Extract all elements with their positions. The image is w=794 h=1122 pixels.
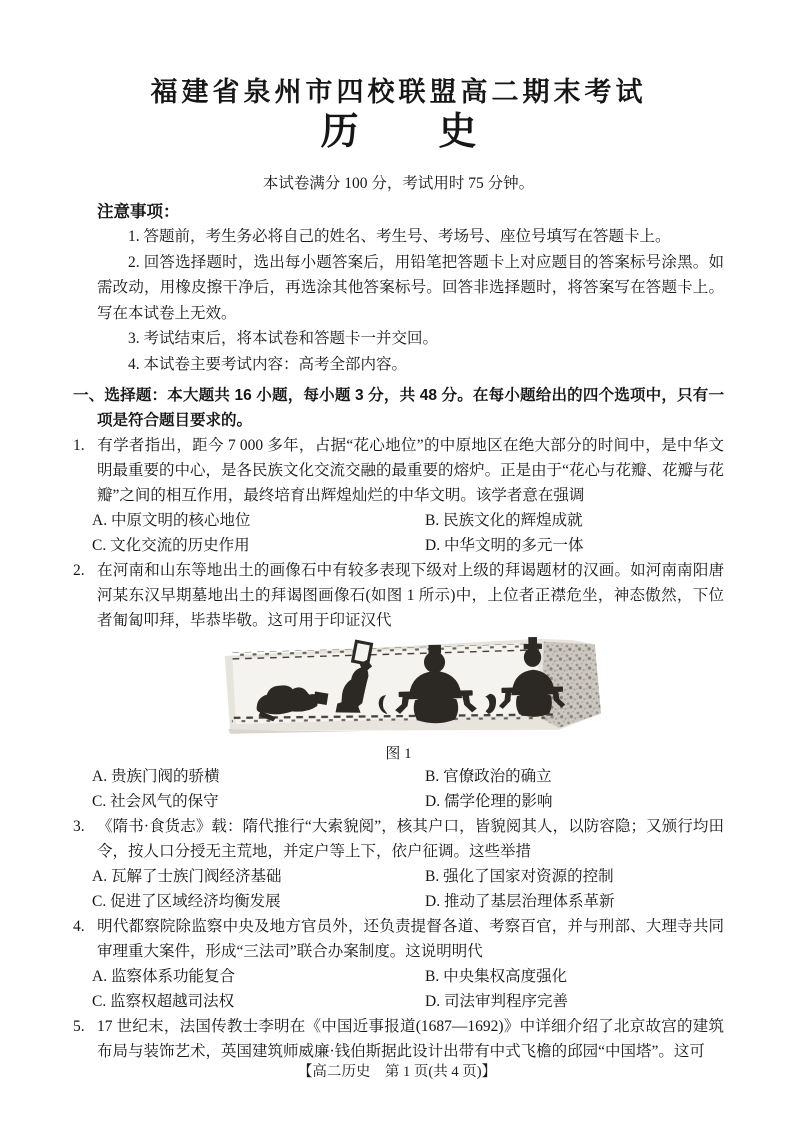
question-4-option-a: A. 监察体系功能复合 <box>92 968 235 985</box>
question-2-number: 2. <box>73 562 85 579</box>
notice-heading: 注意事项： <box>97 203 180 221</box>
question-3-option-c: C. 促进了区域经济均衡发展 <box>92 893 281 910</box>
question-3-option-d: D. 推动了基层治理体系革新 <box>425 893 615 910</box>
question-3 <box>73 814 724 914</box>
question-3-stem <box>73 814 724 864</box>
question-1-stem <box>73 433 724 508</box>
notice-item-4: 4. 本试卷主要考试内容：高考全部内容。 <box>128 355 408 373</box>
exam-info: 本试卷满分 100 分，考试用时 75 分钟。 <box>262 175 535 192</box>
notice-section <box>97 200 724 377</box>
stone-relief-image <box>217 633 603 741</box>
notice-item-2: 2. 回答选择题时，选出每小题答案后，用铅笔把答题卡上对应题目的答案标号涂黑。如需改动，用橡皮擦干净后，再选涂其他答案标号。回答非选择题时，将答案写在答题卡上。写在本试卷上无效。 <box>97 253 724 322</box>
question-4-text: 明代都察院除监察中央及地方官员外，还负责提督各道、考察百官，并与刑部、大理寺共同审理重大案件，形成“三法司”联合办案制度。这说明明代 <box>97 918 724 960</box>
question-5 <box>73 1014 724 1064</box>
question-2-options <box>92 764 724 814</box>
figure-1-caption: 图 1 <box>385 746 412 762</box>
exam-title: 福建省泉州市四校联盟高二期末考试 <box>150 77 647 107</box>
question-2-option-b: B. 官僚政治的确立 <box>425 768 552 785</box>
question-1-option-b: B. 民族文化的辉煌成就 <box>425 512 583 529</box>
section-heading: 一、选择题：本大题共 16 小题，每小题 3 分，共 48 分。在每小题给出的四个选项中，只有一项是符合题目要求的。 <box>73 387 724 429</box>
question-2-option-d: D. 儒学伦理的影响 <box>425 793 553 810</box>
question-2-option-a: A. 贵族门阀的骄横 <box>92 768 220 785</box>
question-4-options <box>92 964 724 1014</box>
figure-1-block <box>73 637 724 764</box>
question-1-option-c: C. 文化交流的历史作用 <box>92 537 250 554</box>
question-3-number: 3. <box>73 818 85 835</box>
question-3-options <box>92 864 724 914</box>
page-footer: 【高二历史 第 1 页(共 4 页)】 <box>297 1064 497 1080</box>
question-1 <box>73 433 724 558</box>
question-3-option-a: A. 瓦解了士族门阀经济基础 <box>92 868 282 885</box>
notice-item-3: 3. 考试结束后，将本试卷和答题卡一并交回。 <box>128 330 439 347</box>
question-3-text: 《隋书·食货志》载：隋代推行“大索貌阅”，核其户口，皆貌阅其人，以防容隐；又颁行均田令，按人口分授无主荒地，并定户等上下，依户征调。这些举措 <box>97 818 724 860</box>
question-4-option-b: B. 中央集权高度强化 <box>425 968 568 985</box>
subject-title: 历史 <box>320 111 557 153</box>
question-5-text: 17 世纪末，法国传教士李明在《中国近事报道(1687—1692)》中详细介绍了北京故宫的建筑布局与装饰艺术，英国建筑师威廉·钱伯斯据此设计出带有中式飞檐的邱园“中国塔”。这可 <box>97 1018 724 1060</box>
question-4-stem <box>73 914 724 964</box>
question-5-number: 5. <box>73 1018 85 1035</box>
question-3-option-b: B. 强化了国家对资源的控制 <box>425 868 614 885</box>
question-1-options <box>92 508 724 558</box>
question-5-stem <box>73 1014 724 1064</box>
question-4 <box>73 914 724 1014</box>
question-4-option-c: C. 监察权超越司法权 <box>92 993 235 1010</box>
question-1-option-d: D. 中华文明的多元一体 <box>425 537 584 554</box>
notice-item-1: 1. 答题前，考生务必将自己的姓名、考生号、考场号、座位号填写在答题卡上。 <box>128 228 671 245</box>
question-2-text: 在河南和山东等地出土的画像石中有较多表现下级对上级的拜谒题材的汉画。如河南南阳唐河某东汉早期墓地出土的拜谒图画像石(如图 1 所示)中，上位者正襟危坐，神态傲然，下位者匍匐叩拜，毕恭毕敬。这可用于印证汉代 <box>97 562 724 629</box>
question-2-stem <box>73 558 724 633</box>
question-1-number: 1. <box>73 437 85 454</box>
question-4-number: 4. <box>73 918 85 935</box>
question-1-text: 有学者指出，距今 7 000 多年，占据“花心地位”的中原地区在绝大部分的时间中，是中华文明最重要的中心，是各民族文化交流交融的最重要的熔炉。正是由于“花心与花瓣、花瓣与花瓣”之间的相互作用，最终培育出辉煌灿烂的中华文明。该学者意在强调 <box>97 437 724 504</box>
question-2 <box>73 558 724 814</box>
question-2-option-c: C. 社会风气的保守 <box>92 793 219 810</box>
question-1-option-a: A. 中原文明的核心地位 <box>92 512 251 529</box>
question-4-option-d: D. 司法审判程序完善 <box>425 993 568 1010</box>
